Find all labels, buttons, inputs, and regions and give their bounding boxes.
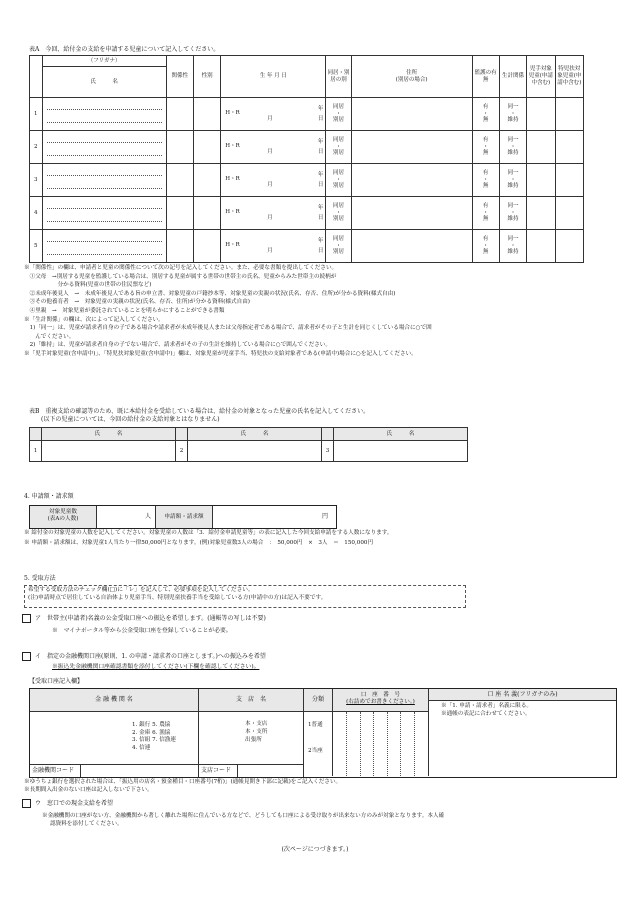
bank-type-1: 1. 銀行 5. 農協 [132,722,171,728]
header-birth: 生 年 月 日 [221,56,326,98]
birthdate-field[interactable] [221,197,326,230]
section-5-title: 5. 受取方法 [24,575,56,582]
note-line: 分かる資料(児童の世帯の住民票など) [24,282,152,289]
address-field[interactable] [351,164,472,197]
category-header: 分類 [304,689,333,712]
header-special: 特児扶対象児童(申請中含む) [555,56,583,98]
day-label: 日 [317,116,324,122]
address-field[interactable] [351,98,472,131]
child-rearing-field[interactable] [527,98,555,131]
special-field[interactable] [555,197,583,230]
instruction-1: 希望する受取方法のチェック欄(□)に「レ」を記入して、必要事項を記入してください。 [28,587,254,593]
month-label: 月 [267,149,273,155]
table-a-row [30,197,584,230]
option-u[interactable] [22,799,113,808]
custody-field[interactable]: 有 ・ 無 [472,230,499,263]
relation-field[interactable] [166,98,193,131]
gender-field[interactable] [193,164,220,197]
child-rearing-field[interactable] [527,197,555,230]
table-b-name-header-3: 氏 名 [334,428,468,441]
header-relation: 関係性 [166,56,193,98]
note-line: んでください。 [24,333,75,340]
table-a-row [30,98,584,131]
row-number: 5 [30,230,43,263]
custody-field[interactable]: 有 ・ 無 [472,98,499,131]
note-line: 2)「維持」は、児童が請求者自身の子でない場合で、請求者がその子の生計を維持している場合に○で囲んでください。 [24,342,331,349]
birthdate-field[interactable] [221,131,326,164]
era-label: H・R [225,110,240,116]
child-rearing-field[interactable] [527,164,555,197]
relation-field[interactable] [166,164,193,197]
cohabit-field[interactable]: 同居 ・ 別居 [326,164,351,197]
table-a-row [30,131,584,164]
account-number-header: 口 座 番 号 [360,692,401,698]
child-count-field[interactable] [97,506,156,528]
gender-field[interactable] [193,131,220,164]
livelihood-field[interactable]: 同一 ・ 維持 [499,197,526,230]
branch-type-2: 本・支所 [245,729,268,735]
era-label: H・R [225,209,240,215]
day-label: 日 [317,215,324,221]
option-a-note: ※ マイナポータル等から公金受取口座を登録していることが必要。 [52,628,232,634]
account-title: 【受取口座記入欄】 [29,678,84,685]
option-u-label: ウ 窓口での現金支給を希望 [35,800,114,807]
branch-type-1: 本・支店 [245,721,268,727]
row-number: 1 [30,98,43,131]
section-4-note-1: ※ 給付金の対象児童の人数を記入してください。対象児童の人数は「3．給付金申請児童等」の表に記入した今回支給申請をする人数になります。 [24,530,393,536]
relation-field[interactable] [166,131,193,164]
category-2: 2当座 [308,748,323,754]
section-4-title: 4. 申請額・請求額 [24,493,74,500]
month-label: 月 [267,116,273,122]
option-i-label: イ 指定の金融機関口座(原則、1. の申請・請求者の口座とします。)への振込みを希望 [35,653,266,660]
year-label: 年 [317,172,324,178]
branch-code-field[interactable] [237,765,304,777]
person-unit: 人 [144,513,151,520]
era-label: H・R [225,242,240,248]
yen-unit: 円 [321,513,328,520]
name-field[interactable] [42,98,166,131]
gender-field[interactable] [193,230,220,263]
cohabit-field[interactable]: 同居 ・ 別居 [326,197,351,230]
table-b-caption-1: 表B 重複支給の確認等のため、既に本給付金を受給している場合は、給付金の対象となった児童の氏名を記入してください。 [29,408,370,415]
name-field[interactable] [42,131,166,164]
cohabit-field[interactable]: 同居 ・ 別居 [326,131,351,164]
table-b-num-1: 1 [30,441,42,462]
account-number-note: (右詰めでお書きください。) [346,698,415,705]
table-b-name-field-2[interactable] [188,441,322,462]
header-name: 氏 名 [42,67,166,98]
row-number: 4 [30,197,43,230]
child-rearing-field[interactable] [527,230,555,263]
header-gender: 性別 [193,56,220,98]
cohabit-field[interactable]: 同居 ・ 別居 [326,98,351,131]
holder-note-2: ※通帳の表記に合わせてください。 [441,711,531,717]
name-field[interactable] [42,197,166,230]
category-field[interactable] [304,712,333,776]
table-b-caption-2: (以下の児童については、今回の給付金の支給対象とはなりません) [29,416,220,423]
gender-field[interactable] [193,98,220,131]
bank-type-2: 2. 金庫 6. 漁協 [132,729,171,736]
month-label: 月 [267,248,273,254]
address-field[interactable] [351,131,472,164]
holder-header: 口 座 名 義(フリガナのみ) [429,689,616,701]
name-field[interactable] [42,230,166,263]
era-label: H・R [225,176,240,182]
bank-type-3: 3. 信組 7. 信漁連 [132,737,176,743]
holder-field[interactable] [429,701,616,776]
bank-code-label: 金融機関コード [32,767,75,774]
table-a-row [30,230,584,263]
option-u-note-2: 認資料を添付してください。 [50,821,123,827]
yucho-note: ※ゆうちょ銀行を選択された場合は、「振込用の店名・預金種目・口座番号(7桁)」(通帳見開き下部に記載)をご記入ください。 [24,779,342,785]
header-furigana: （フリガナ） [42,56,166,67]
option-a[interactable] [22,614,266,623]
table-b-name-field-3[interactable] [334,441,468,462]
option-a-label: ア 世帯主(申請者)名義の公金受取口座への振込を希望します。(通帳等の写しは不要) [35,615,266,622]
option-i[interactable] [22,652,266,661]
custody-field[interactable]: 有 ・ 無 [472,197,499,230]
note-line: ※「児手対象児童(含申請中)」、「特児扶対象児童(含申請中)」欄は、対象児童が児童手当、特児扶の支給対象者である(申請中)場合に○を記入してください。 [24,351,417,357]
row-number: 2 [30,131,43,164]
instruction-2: (注)申請時点で居住している自治体より児童手当、特別児童扶養手当を受給している方(申請中の方)は記入不要です。 [28,595,327,602]
era-label: H・R [225,143,240,149]
table-b [29,427,468,462]
option-u-note-1: ※金融機関の口座がない方、金融機関から著しく離れた場所に住んでいる方などで、どうしても口座による受け取りが出来ない方のみが対象となります。本人確 [42,813,445,819]
header-address: 住所 (別居の場合) [351,56,472,98]
year-label: 年 [317,139,324,145]
header-child-rearing: 児手対象児童(申請中含む) [527,56,555,98]
table-a-caption: 表A 今回、給付金の支給を申請する児童について記入してください。 [29,46,220,53]
name-field[interactable] [42,164,166,197]
holder-note-1: ※「1. 申請・請求者」名義に限る。 [441,703,533,709]
option-i-note: ※振込先金融機関口座確認書類を添付してください(下欄を確認してください)。 [52,664,260,670]
amount-label: 申請額・請求額 [156,506,213,528]
special-field[interactable] [555,131,583,164]
option-u-checkbox[interactable] [22,799,31,808]
custody-field[interactable]: 有 ・ 無 [472,131,499,164]
month-label: 月 [267,215,273,221]
header-custody: 監護の有無 [472,56,499,98]
note-line: 1)「同一」は、児童が請求者自身の子である場合や請求者が未成年後見人または父母指定者である場合で、請求者がその子と生計を同じくしている場合に○で囲 [24,325,432,332]
table-b-name-header-2: 氏 名 [188,428,322,441]
gender-field[interactable] [193,197,220,230]
header-no [30,56,43,98]
section-4-note-2: ※ 申請額・請求額は、対象児童1人当たり一律50,000円となります。(例)対象児童数3人の場合 ： 50,000円 × 3人 ＝ 150,000円 [24,540,374,546]
header-cohabit: 同居・別居の別 [326,56,351,98]
year-label: 年 [317,238,324,244]
note-line: ※「生計関係」の欄は、次によって記入してください。 [24,316,164,323]
note-line: ※「関係性」の欄は、申請者と児童の関係性について次の記号を記入してください。また、必要な書類を提出してください。 [24,265,338,271]
livelihood-field[interactable]: 同一 ・ 維持 [499,230,526,263]
birthdate-field[interactable] [221,164,326,197]
table-b-name-field-1[interactable] [42,441,176,462]
header-livelihood: 生計関係 [499,56,526,98]
note-line: ②未成年後見人 → 未成年後見人である旨の申立書、対象児童の戸籍抄本等、対象児童の実親の状況(氏名、存否、住所)が分かる資料(様式自由) [24,290,396,297]
bank-name-header: 金 融 機 関 名 [30,689,199,712]
livelihood-field[interactable]: 同一 ・ 維持 [499,131,526,164]
birthdate-field[interactable] [221,98,326,131]
birthdate-field[interactable] [221,230,326,263]
table-a [29,55,584,263]
address-field[interactable] [351,197,472,230]
table-b-num-3: 3 [322,441,334,462]
special-field[interactable] [555,230,583,263]
livelihood-field[interactable]: 同一 ・ 維持 [499,164,526,197]
category-1: 1普通 [308,722,323,728]
count-label-1: 対象児童数 [49,509,77,515]
branch-header: 支 店 名 [199,689,304,712]
branch-field[interactable] [199,712,304,764]
relation-field[interactable] [166,230,193,263]
relation-field[interactable] [166,197,193,230]
option-i-checkbox[interactable] [22,652,31,661]
branch-type-3: 出張所 [245,737,262,743]
custody-field[interactable]: 有 ・ 無 [472,164,499,197]
account-number-field[interactable] [333,712,429,776]
year-label: 年 [317,106,324,112]
bank-name-field[interactable] [30,712,199,764]
special-field[interactable] [555,98,583,131]
note-line: ③その他養育者 → 対象児童の実親の状況(氏名、存否、住所)が分かる資料(様式自由) [24,299,250,306]
cohabit-field[interactable]: 同居 ・ 別居 [326,230,351,263]
table-a-row [30,164,584,197]
long-term-note: ※長期間入出金のない口座は記入しないで下さい。 [24,787,153,793]
special-field[interactable] [555,164,583,197]
branch-code-label: 支店コード [201,767,232,774]
day-label: 日 [317,149,324,155]
footer-continued: (次ページにつづきます。) [281,846,349,853]
table-b-num-2: 2 [176,441,188,462]
bank-code-field[interactable] [80,765,199,777]
account-table [29,688,617,778]
month-label: 月 [267,182,273,188]
year-label: 年 [317,205,324,211]
day-label: 日 [317,248,324,254]
address-field[interactable] [351,230,472,263]
note-line: ④里親 → 対象児童が委託されていることを明らかにすることができる書類 [24,308,225,314]
livelihood-field[interactable]: 同一 ・ 維持 [499,98,526,131]
row-number: 3 [30,164,43,197]
note-line: ①父母 →別居する児童を監護している場合は、別居する児童が属する世帯の世帯主の氏名、児童からみた世帯主の続柄が [24,273,337,280]
bank-type-4: 4. 信連 [132,744,151,751]
count-label-2: (表Aの人数) [47,515,79,522]
amount-box [29,505,337,529]
option-a-checkbox[interactable] [22,614,31,623]
amount-field[interactable] [213,506,336,528]
child-rearing-field[interactable] [527,131,555,164]
day-label: 日 [317,182,324,188]
table-b-name-header-1: 氏 名 [42,428,176,441]
instruction-box [24,585,466,608]
